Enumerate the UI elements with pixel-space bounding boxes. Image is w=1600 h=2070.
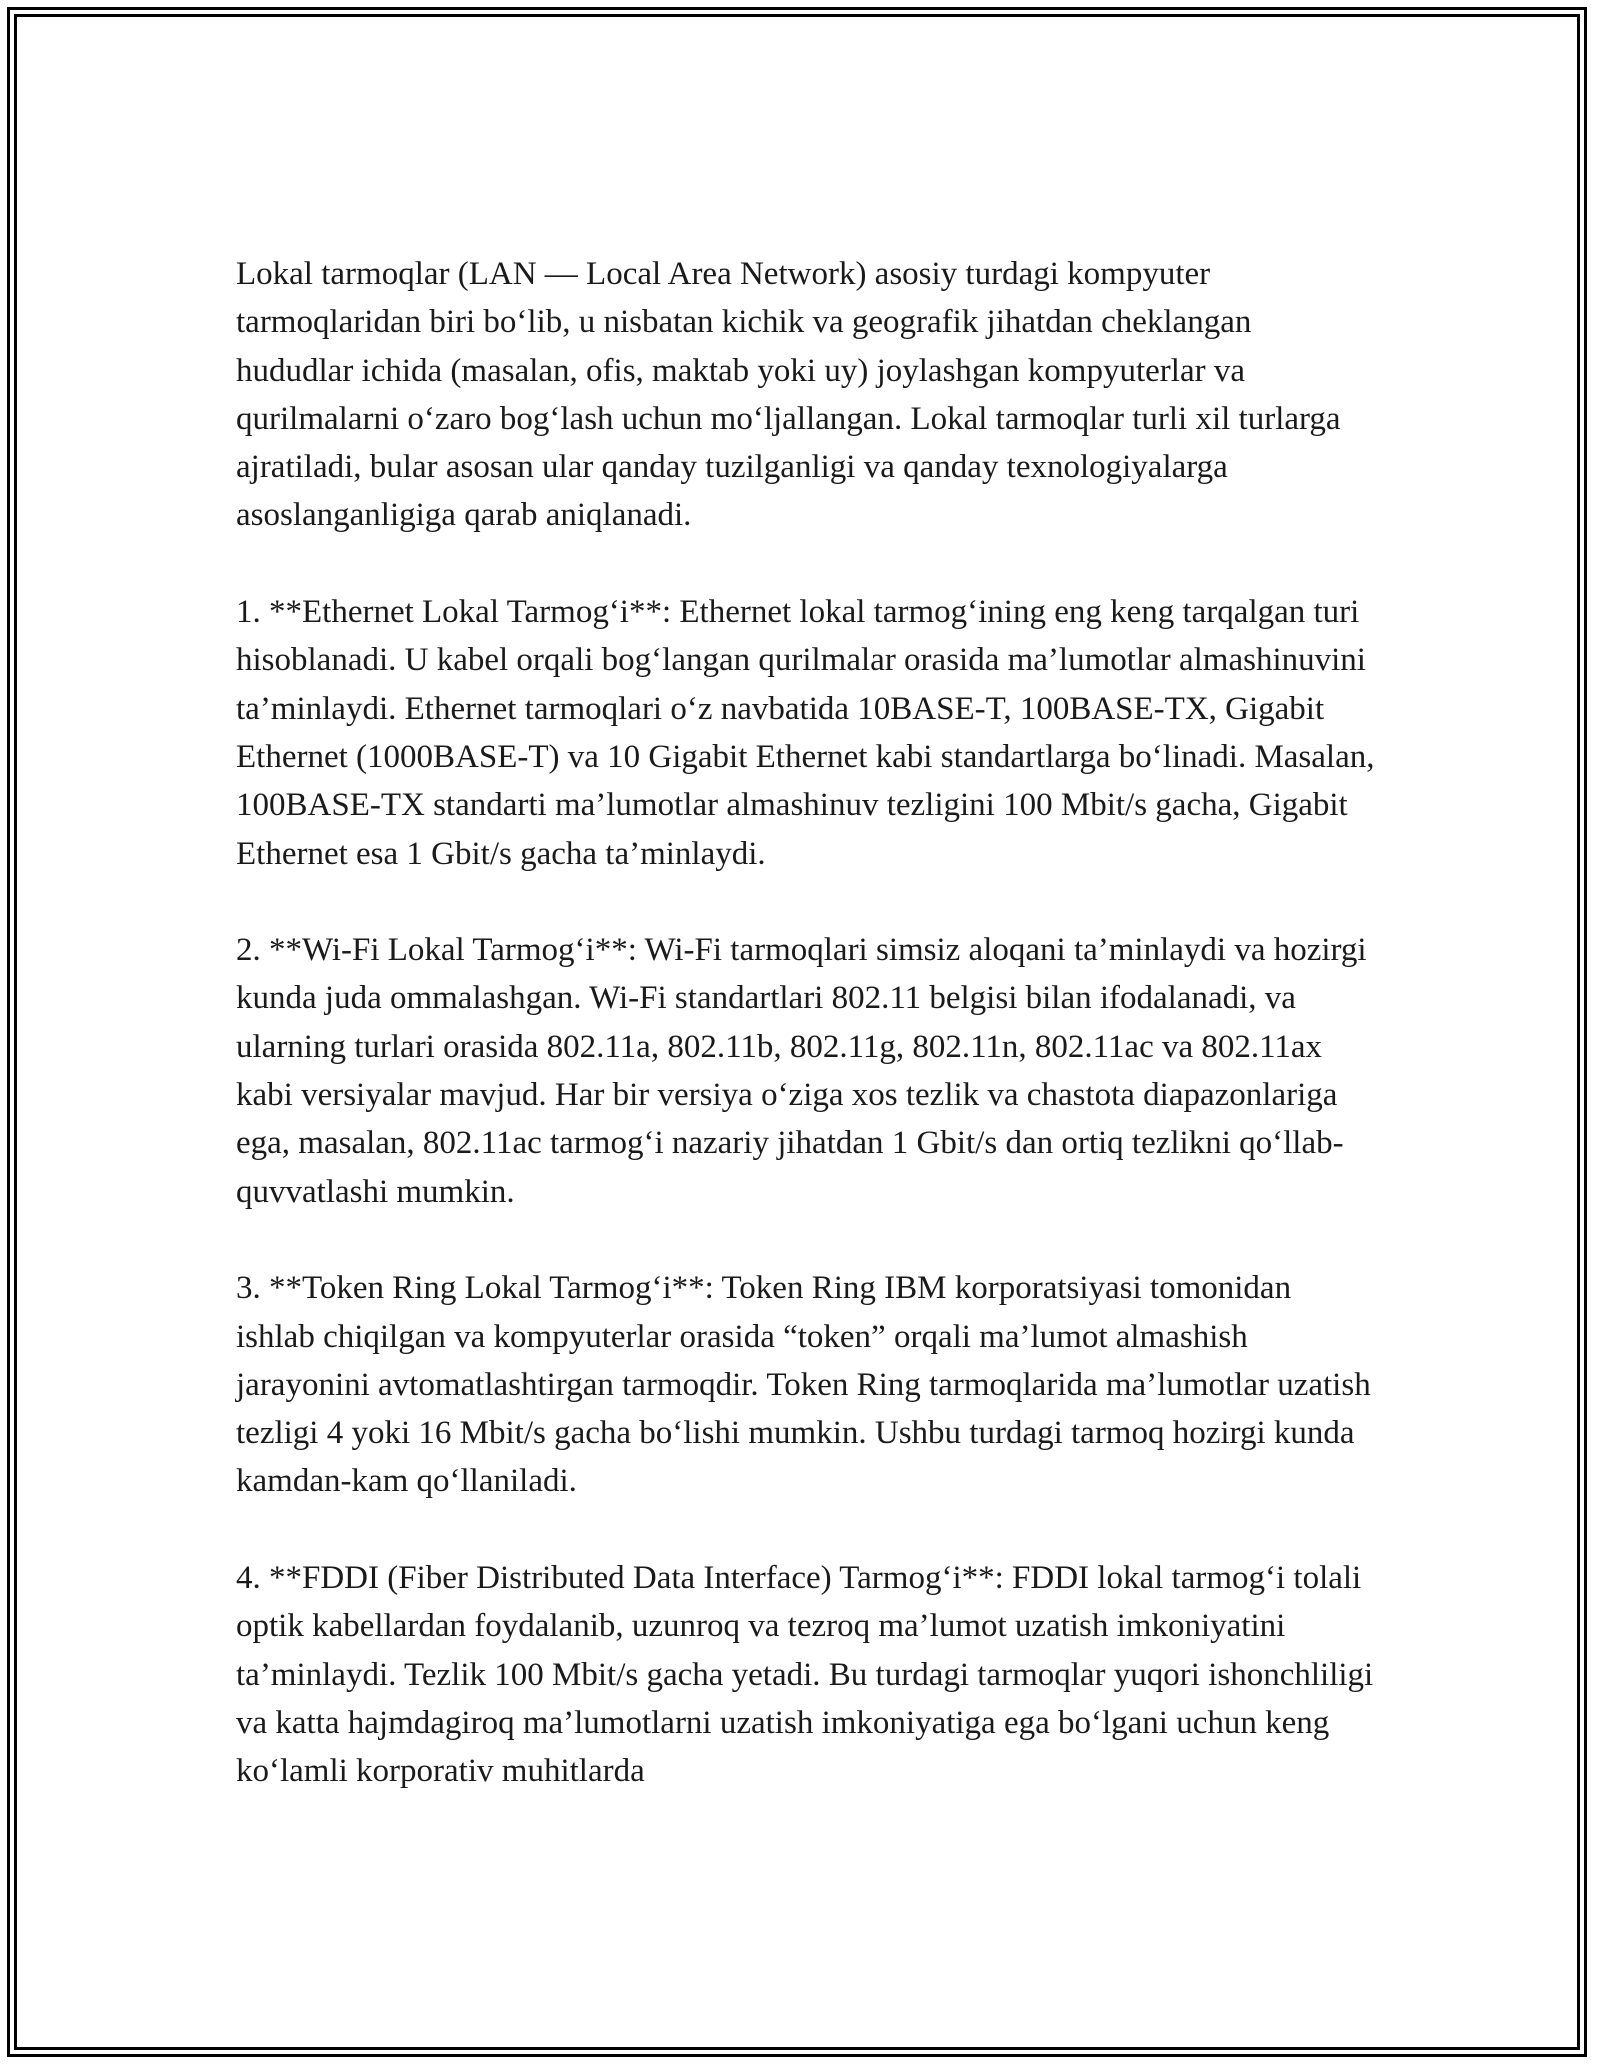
wifi-paragraph: 2. **Wi-Fi Lokal Tarmog‘i**: Wi-Fi tarmoqlari simsiz aloqani ta’minlaydi va hozirgi kunda juda ommalashgan. Wi-Fi standartlari 802.11 belgisi bilan ifodalanadi, va ularning turlari orasida 802.11a, 802.11b, 802.11g, 802.11n, 802.11ac va 802.11ax kabi versiyalar mavjud. Har bir versiya o‘ziga xos tezlik va chastota diapazonlariga ega, masalan, 802.11ac tarmog‘i nazariy jihatdan 1 Gbit/s dan ortiq tezlikni qo‘llab-quvvatlashi mumkin. bbox=[236, 932, 1367, 1210]
token-ring-paragraph: 3. **Token Ring Lokal Tarmog‘i**: Token Ring IBM korporatsiyasi tomonidan ishlab chiqilgan va kompyuterlar orasida “token” orqali ma’lumot almashish jarayonini avtomatlashtirgan tarmoqdir. Token Ring tarmoqlarida ma’lumotlar uzatish tezligi 4 yoki 16 Mbit/s gacha bo‘lishi mumkin. Ushbu turdagi tarmoq hozirgi kunda kamdan-kam qo‘llaniladi. bbox=[236, 1270, 1371, 1500]
fddi-paragraph: 4. **FDDI (Fiber Distributed Data Interface) Tarmog‘i**: FDDI lokal tarmog‘i tolali optik kabellardan foydalanib, uzunroq va tezroq ma’lumot uzatish imkoniyatini ta’minlaydi. Tezlik 100 Mbit/s gacha yetadi. Bu turdagi tarmoqlar yuqori ishonchliligi va katta hajmdagiroq ma’lumotlarni uzatish imkoniyatiga ega bo‘lgani uchun keng ko‘lamli korporativ muhitlarda bbox=[236, 1560, 1374, 1790]
intro-paragraph: Lokal tarmoqlar (LAN — Local Area Network) asosiy turdagi kompyuter tarmoqlaridan biri bo‘lib, u nisbatan kichik va geografik jihatdan cheklangan hududlar ichida (masalan, ofis, maktab yoki uy) joylashgan kompyuterlar va qurilmalarni o‘zaro bog‘lash uchun mo‘ljallangan. Lokal tarmoqlar turli xil turlarga ajratiladi, bular asosan ular qanday tuzilganligi va qanday texnologiyalarga asoslanganligiga qarab aniqlanadi. bbox=[236, 256, 1341, 534]
ethernet-paragraph: 1. **Ethernet Lokal Tarmog‘i**: Ethernet lokal tarmog‘ining eng keng tarqalgan turi hisoblanadi. U kabel orqali bog‘langan qurilmalar orasida ma’lumotlar almashinuvini ta’minlaydi. Ethernet tarmoqlari o‘z navbatida 10BASE-T, 100BASE-TX, Gigabit Ethernet (1000BASE-T) va 10 Gigabit Ethernet kabi standartlarga bo‘linadi. Masalan, 100BASE-TX standarti ma’lumotlar almashinuv tezligini 100 Mbit/s gacha, Gigabit Ethernet esa 1 Gbit/s gacha ta’minlaydi. bbox=[236, 594, 1375, 872]
document-body bbox=[236, 250, 1376, 1796]
